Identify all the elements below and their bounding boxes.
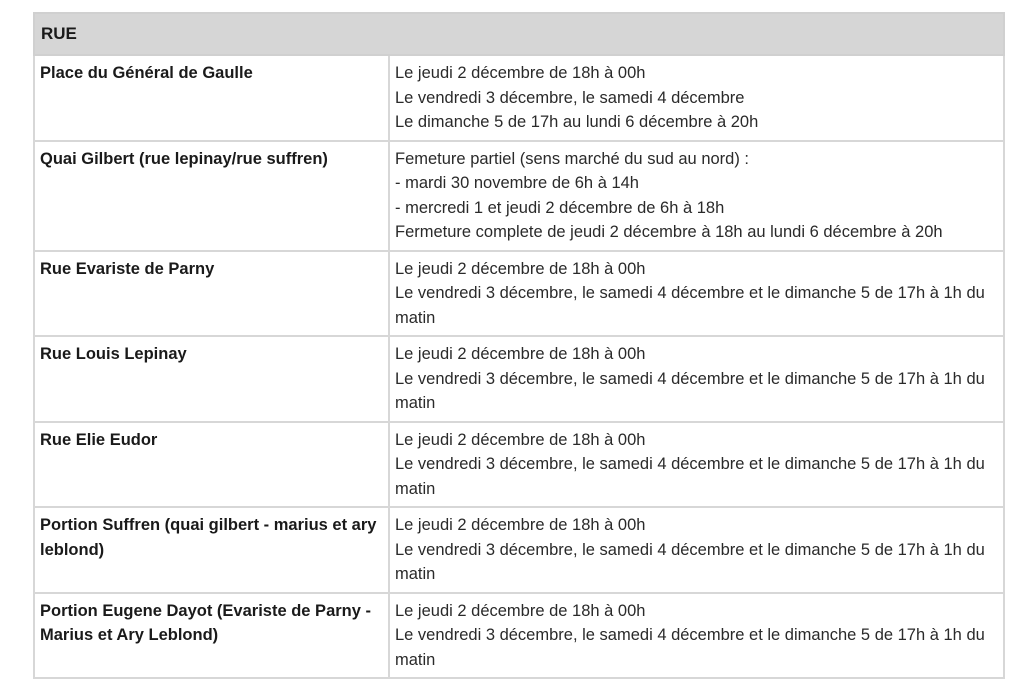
- table-header-row: [34, 13, 1004, 55]
- schedule-line: Fermeture complete de jeudi 2 décembre à 18h au lundi 6 décembre à 20h: [395, 223, 943, 241]
- schedule-line: Le vendredi 3 décembre, le samedi 4 décembre et le dimanche 5 de 17h à 1h du matin: [395, 369, 985, 412]
- street-name: Portion Suffren (quai gilbert - marius et ary leblond): [34, 507, 389, 593]
- street-closures-table: [33, 12, 1005, 679]
- schedule-line: Le jeudi 2 décembre de 18h à 00h: [395, 516, 646, 534]
- schedule-line: Le dimanche 5 de 17h au lundi 6 décembre à 20h: [395, 113, 759, 131]
- schedule-line: Le vendredi 3 décembre, le samedi 4 décembre: [395, 88, 745, 107]
- schedule-line: Le jeudi 2 décembre de 18h à 00h: [395, 430, 646, 449]
- closure-schedule: [389, 55, 1004, 141]
- table-row: [34, 507, 1004, 593]
- table-header-rue: RUE: [34, 13, 1004, 55]
- closure-schedule: [389, 336, 1004, 422]
- street-name: Rue Elie Eudor: [34, 422, 389, 508]
- street-name: Rue Evariste de Parny: [34, 251, 389, 337]
- schedule-line: Le vendredi 3 décembre, le samedi 4 décembre et le dimanche 5 de 17h à 1h du matin: [395, 540, 985, 583]
- street-closures-table-container: [33, 12, 1003, 679]
- closure-schedule: [389, 141, 1004, 251]
- street-name: Quai Gilbert (rue lepinay/rue suffren): [34, 141, 389, 251]
- closure-schedule: [389, 593, 1004, 679]
- street-name: Rue Louis Lepinay: [34, 336, 389, 422]
- table-row: [34, 55, 1004, 141]
- street-name: Portion Eugene Dayot (Evariste de Parny - Marius et Ary Leblond): [34, 593, 389, 679]
- table-row: [34, 336, 1004, 422]
- street-name: Place du Général de Gaulle: [34, 55, 389, 141]
- schedule-line: Le jeudi 2 décembre de 18h à 00h: [395, 64, 646, 82]
- schedule-line: Femeture partiel (sens marché du sud au nord) :: [395, 149, 750, 168]
- schedule-line: Le vendredi 3 décembre, le samedi 4 décembre et le dimanche 5 de 17h à 1h du matin: [395, 455, 985, 498]
- schedule-line: Le jeudi 2 décembre de 18h à 00h: [395, 601, 646, 620]
- schedule-line: Le jeudi 2 décembre de 18h à 00h: [395, 259, 646, 278]
- table-row: [34, 593, 1004, 679]
- closure-schedule: [389, 507, 1004, 593]
- schedule-line: Le jeudi 2 décembre de 18h à 00h: [395, 345, 646, 363]
- schedule-line: Le vendredi 3 décembre, le samedi 4 décembre et le dimanche 5 de 17h à 1h du matin: [395, 626, 985, 669]
- table-row: [34, 251, 1004, 337]
- schedule-line: - mardi 30 novembre de 6h à 14h: [395, 174, 639, 192]
- schedule-line: - mercredi 1 et jeudi 2 décembre de 6h à 18h: [395, 198, 725, 217]
- closure-schedule: [389, 251, 1004, 337]
- table-row: [34, 422, 1004, 508]
- closure-schedule: [389, 422, 1004, 508]
- table-row: [34, 141, 1004, 251]
- schedule-line: Le vendredi 3 décembre, le samedi 4 décembre et le dimanche 5 de 17h à 1h du matin: [395, 284, 985, 327]
